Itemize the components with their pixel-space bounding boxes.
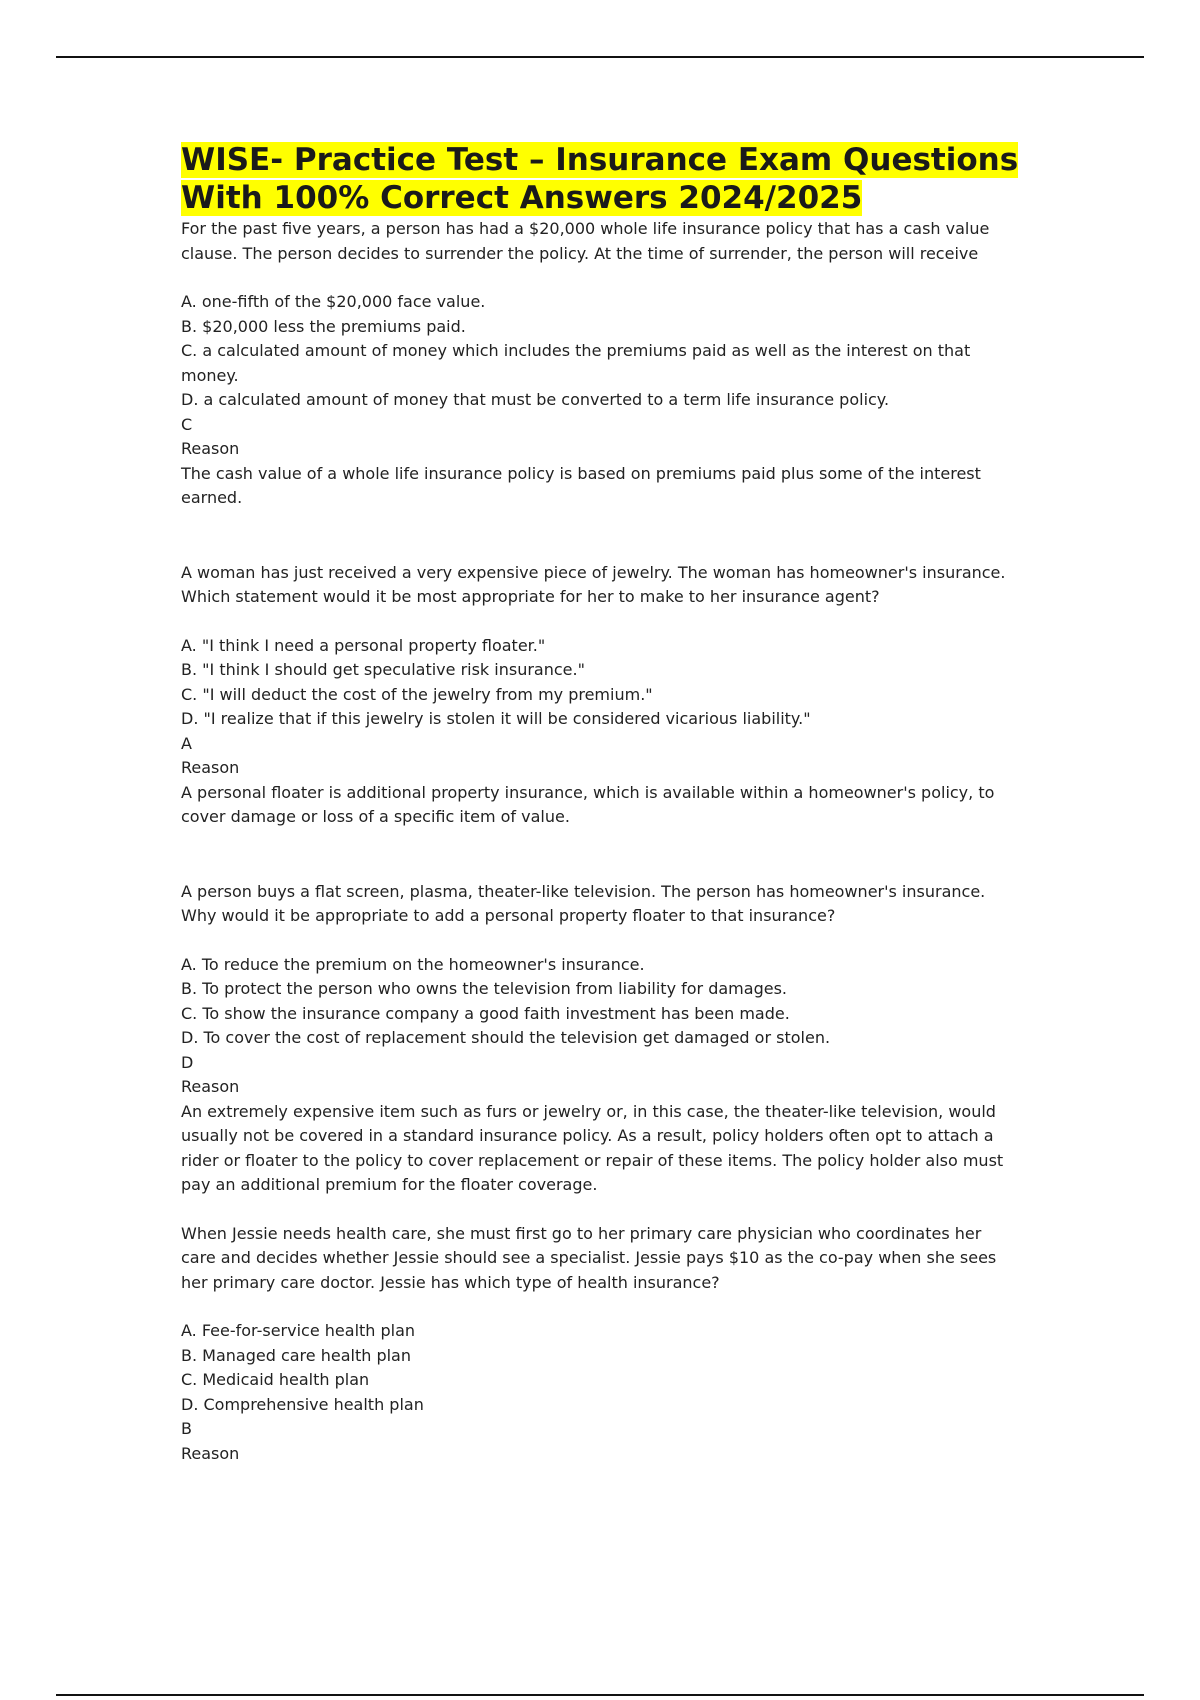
question-2 <box>181 561 1021 830</box>
option-d: D. a calculated amount of money that must be converted to a term life insurance policy. <box>181 390 890 409</box>
option-c: C. Medicaid health plan <box>181 1370 370 1389</box>
reason-text: A personal floater is additional property insurance, which is available within a homeowner's policy, to cover damage or loss of a specific item of value. <box>181 782 995 826</box>
question-stem: For the past five years, a person has had a $20,000 whole life insurance policy that has a cash value clause. The person decides to surrender the policy. At the time of surrender, the person will receive <box>181 219 990 263</box>
option-c: C. a calculated amount of money which includes the premiums paid as well as the interest on that money. <box>181 341 971 385</box>
question-4 <box>181 1222 1021 1467</box>
option-a: A. "I think I need a personal property floater." <box>181 635 546 655</box>
option-a: A. To reduce the premium on the homeowner's insurance. <box>181 954 645 974</box>
option-b: B. To protect the person who owns the television from liability for damages. <box>181 979 787 998</box>
reason-label: Reason <box>181 758 240 777</box>
answer-letter: B <box>181 1419 192 1438</box>
header-rule <box>56 56 1144 58</box>
reason-label: Reason <box>181 1443 240 1463</box>
document-title <box>181 141 1021 217</box>
option-a: A. one-fifth of the $20,000 face value. <box>181 292 486 311</box>
option-c: C. "I will deduct the cost of the jewelry from my premium." <box>181 684 653 704</box>
question-stem: When Jessie needs health care, she must first go to her primary care physician who coordinates her care and decides whether Jessie should see a specialist. Jessie pays $10 as the co-pay when she sees her primary care doctor. Jessie has which type of health insurance? <box>181 1223 997 1292</box>
reason-text: The cash value of a whole life insurance policy is based on premiums paid plus some of the interest earned. <box>181 463 981 507</box>
document-title-highlight: WISE- Practice Test – Insurance Exam Questions With 100% Correct Answers 2024/2025 <box>181 142 1019 216</box>
option-b: B. Managed care health plan <box>181 1345 411 1365</box>
option-d: D. "I realize that if this jewelry is stolen it will be considered vicarious liability." <box>181 709 811 728</box>
option-d: D. Comprehensive health plan <box>181 1394 424 1414</box>
question-1 <box>181 217 1021 511</box>
option-d: D. To cover the cost of replacement should the television get damaged or stolen. <box>181 1028 831 1047</box>
reason-label: Reason <box>181 1077 240 1096</box>
option-c: C. To show the insurance company a good faith investment has been made. <box>181 1003 790 1023</box>
answer-letter: D <box>181 1052 194 1072</box>
option-a: A. Fee-for-service health plan <box>181 1321 416 1340</box>
document-page <box>181 141 1021 1466</box>
question-stem: A woman has just received a very expensive piece of jewelry. The woman has homeowner's insurance. Which statement would it be most appropriate for her to make to her insurance agent? <box>181 562 1006 606</box>
question-stem: A person buys a flat screen, plasma, theater-like television. The person has homeowner's insurance. Why would it be appropriate to add a personal property floater to that insurance? <box>181 881 986 925</box>
option-b: B. $20,000 less the premiums paid. <box>181 316 466 336</box>
footer-rule <box>56 1694 1144 1696</box>
option-b: B. "I think I should get speculative risk insurance." <box>181 660 585 679</box>
reason-text: An extremely expensive item such as furs or jewelry or, in this case, the theater-like television, would usually not be covered in a standard insurance policy. As a result, policy holders often opt to attach a rider or floater to the policy to cover replacement or repair of these items. The policy holder also must pay an additional premium for the floater coverage. <box>181 1101 1004 1194</box>
question-3 <box>181 880 1021 1198</box>
reason-label: Reason <box>181 439 240 458</box>
answer-letter: A <box>181 733 192 753</box>
answer-letter: C <box>181 414 193 434</box>
